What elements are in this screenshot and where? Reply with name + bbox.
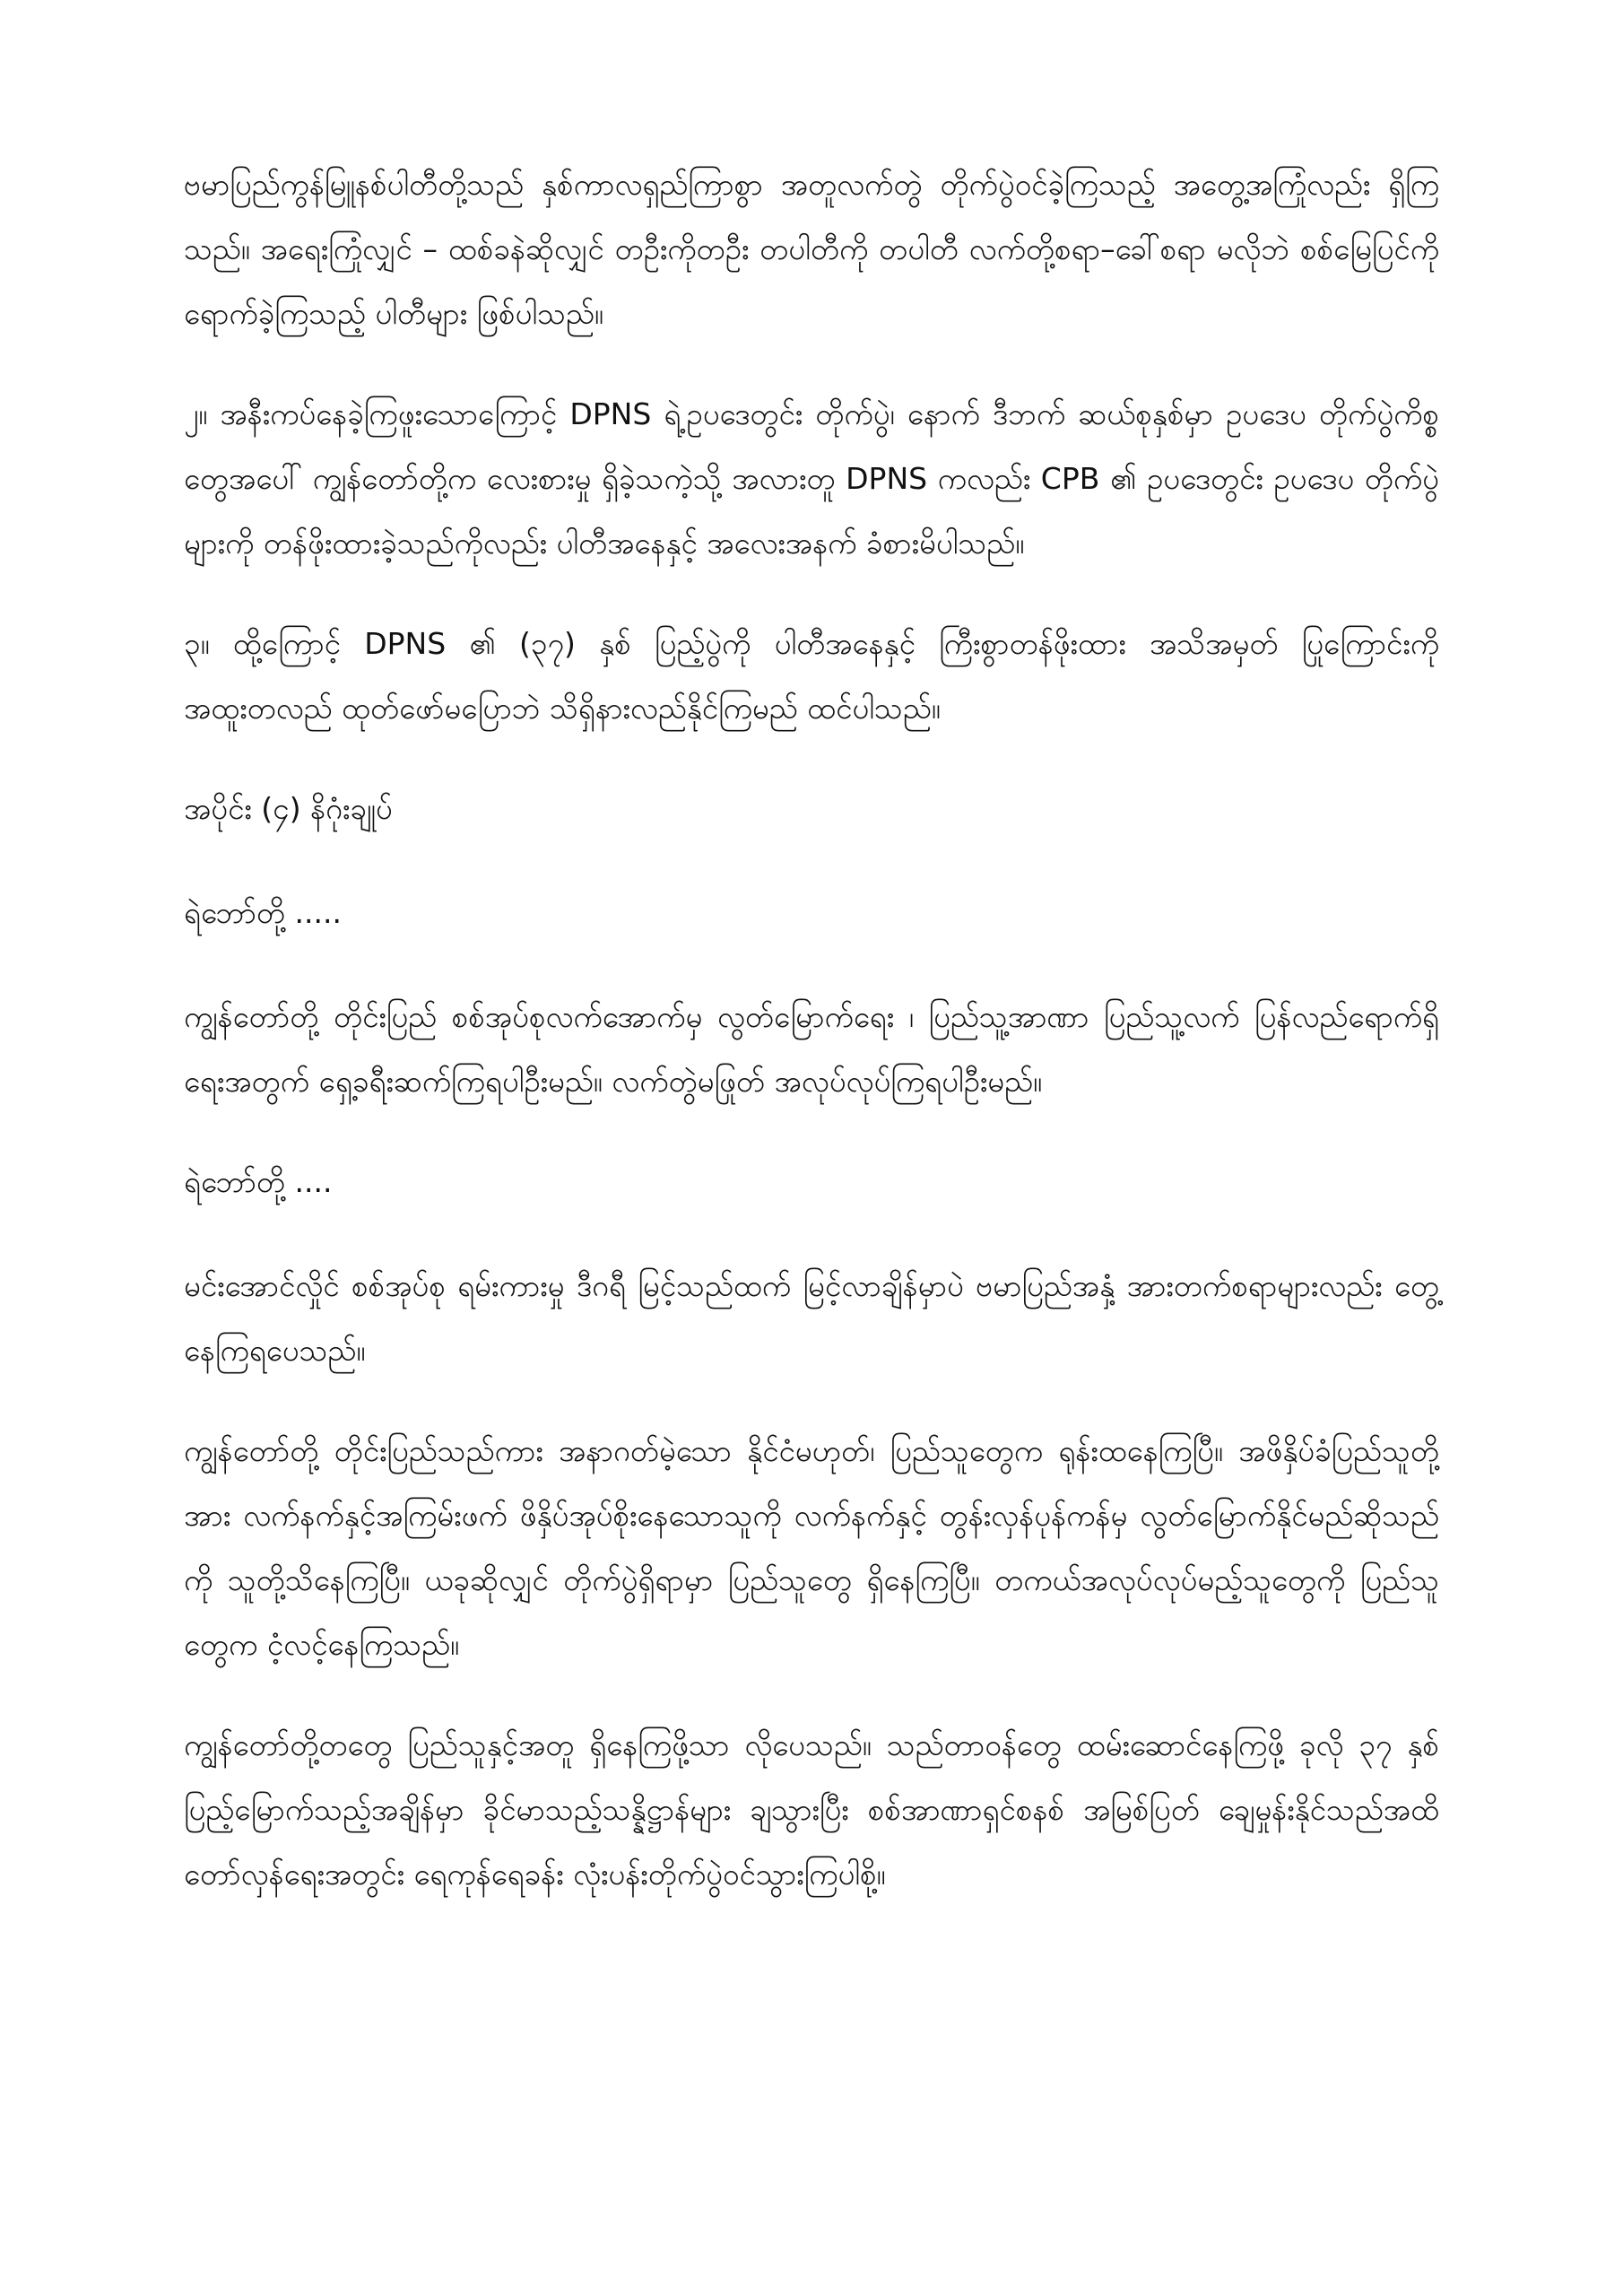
paragraph-point-3: ၃။ ထို့ကြောင့် DPNS ၏ (၃၇) နှစ် ပြည့်ပွဲကို ပါတီအနေနှင့် ကြီးစွာတန်ဖိုးထား အသိအမှတ် ပြုကြောင်းကို အထူးတလည် ထုတ်ဖော်မပြောဘဲ သိရှိနားလည်နိုင်ကြမည် ထင်ပါသည်။ [184, 626, 1439, 726]
paragraph-cpb-history: ဗမာပြည်ကွန်မြူနစ်ပါတီတို့သည် နှစ်ကာလရှည်ကြာစွာ အတူလက်တွဲ တိုက်ပွဲဝင်ခဲ့ကြသည့် အတွေ့အကြုံလည်း ရှိကြသည်။ အရေးကြုံလျှင် – ထစ်ခနဲဆိုလျှင် တဦးကိုတဦး တပါတီကို တပါတီ လက်တို့စရာ–ခေါ်စရာ မလိုဘဲ စစ်မြေပြင်ကို ရောက်ခဲ့ကြသည့် ပါတီများ ဖြစ်ပါသည်။ [184, 167, 1439, 331]
paragraph-closing-resolve: ကျွန်တော်တို့တတွေ ပြည်သူနှင့်အတူ ရှိနေကြဖို့သာ လိုပေသည်။ သည်တာဝန်တွေ ထမ်းဆောင်နေကြဖို့ ခုလို ၃၇ နှစ်ပြည့်မြောက်သည့်အချိန်မှာ ခိုင်မာသည့်သန္နိဋ္ဌာန်များ ချသွားပြီး စစ်အာဏာရှင်စနစ် အမြစ်ပြတ် ချေမှုန်းနိုင်သည်အထိ တော်လှန်ရေးအတွင်း ရေကုန်ရေခန်း လုံးပန်းတိုက်ပွဲဝင်သွားကြပါစို့။ [184, 1727, 1439, 1892]
paragraph-liberation: ကျွန်တော်တို့ တိုင်းပြည် စစ်အုပ်စုလက်အောက်မှ လွတ်မြောက်ရေး ၊ ပြည်သူ့အာဏာ ပြည်သူ့လက် ပြန်လည်ရောက်ရှိရေးအတွက် ရှေ့ခရီးဆက်ကြရပါဦးမည်။ လက်တွဲမဖြုတ် အလုပ်လုပ်ကြရပါဦးမည်။ [184, 999, 1439, 1099]
salutation-comrades-1: ရဲဘော်တို့ ..... [184, 895, 342, 930]
paragraph-people-rising: ကျွန်တော်တို့ တိုင်းပြည်သည်ကား အနာဂတ်မဲ့သော နိုင်ငံမဟုတ်၊ ပြည်သူတွေက ရုန်းထနေကြပြီ။ အဖိနှိပ်ခံပြည်သူတို့အား လက်နက်နှင့်အကြမ်းဖက် ဖိနှိပ်အုပ်စိုးနေသောသူကို လက်နက်နှင့် တွန်းလှန်ပုန်ကန်မှ လွတ်မြောက်နိုင်မည်ဆိုသည်ကို သူတို့သိနေကြပြီ။ ယခုဆိုလျှင် တိုက်ပွဲရှိရာမှာ ပြည်သူတွေ ရှိနေကြပြီ။ တကယ်အလုပ်လုပ်မည့်သူတွေကို ပြည်သူတွေက ငံ့လင့်နေကြသည်။ [184, 1433, 1439, 1662]
paragraph-junta-brutality: မင်းအောင်လှိုင် စစ်အုပ်စု ရမ်းကားမှု ဒီဂရီ မြင့်သည်ထက် မြင့်လာချိန်မှာပဲ ဗမာပြည်အနှံ့ အားတက်စရာများလည်း တွေ့နေကြရပေသည်။ [184, 1268, 1439, 1368]
salutation-comrades-2: ရဲဘော်တို့ .... [184, 1164, 333, 1199]
section-heading-conclusion: အပိုင်း (၄) နိဂုံးချုပ် [184, 791, 393, 826]
paragraph-point-2: ၂။ အနီးကပ်နေခဲ့ကြဖူးသောကြောင့် DPNS ရဲ့ဥပဒေတွင်း တိုက်ပွဲ၊ နောက် ဒီဘက် ဆယ်စုနှစ်မှာ ဥပဒေပ တိုက်ပွဲကိစ္စတွေအပေါ် ကျွန်တော်တို့က လေးစားမှု ရှိခဲ့သကဲ့သို့ အလားတူ DPNS ကလည်း CPB ၏ ဥပဒေတွင်း ဥပဒေပ တိုက်ပွဲများကို တန်ဖိုးထားခဲ့သည်ကိုလည်း ပါတီအနေနှင့် အလေးအနက် ခံစားမိပါသည်။ [184, 396, 1439, 561]
